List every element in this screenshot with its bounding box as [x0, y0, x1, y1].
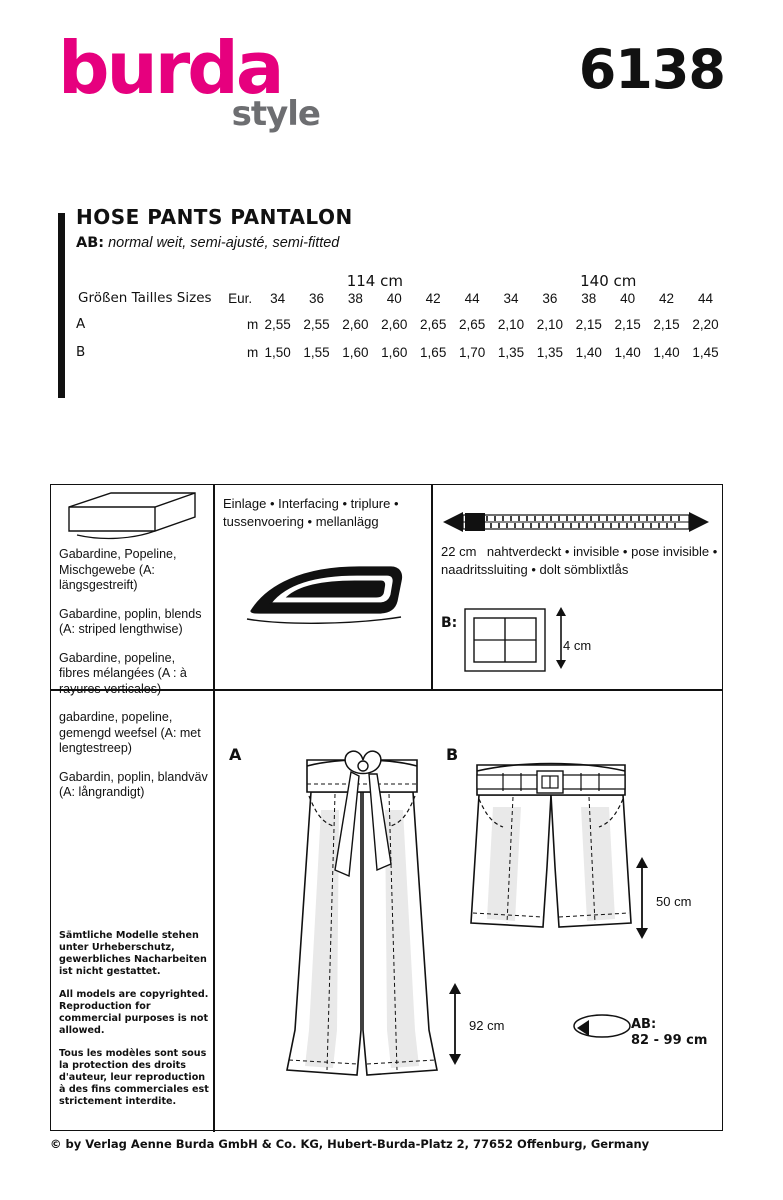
- zipper-length: 22 cm: [441, 544, 477, 559]
- waist-measure-icon: [571, 1010, 633, 1042]
- length-arrow-50-icon: [634, 857, 650, 939]
- divider: [213, 485, 215, 689]
- a-114-40: 2,60: [381, 316, 408, 332]
- table-row: [76, 310, 725, 338]
- a-114-34: 2,55: [264, 316, 291, 332]
- garment-illustration-a: [247, 730, 477, 1090]
- size-140-42: 42: [659, 290, 675, 306]
- a-114-38: 2,60: [342, 316, 369, 332]
- fabric-en: Gabardine, poplin, blends (A: striped lengthwise): [59, 606, 202, 636]
- belt-buckle-icon: [463, 607, 547, 673]
- interfacing-text: Einlage • Interfacing • triplure • tussenvoering • mellanlägg: [223, 496, 399, 529]
- b-140-38: 1,40: [575, 344, 602, 360]
- fabric-requirements-table: [76, 272, 725, 367]
- size-114-38: 38: [347, 290, 363, 306]
- ab-measure-label: [631, 1017, 707, 1049]
- size-114-36: 36: [309, 290, 325, 306]
- brand-name: burda: [58, 26, 282, 110]
- b-114-42: 1,65: [420, 344, 447, 360]
- belt-view-label: B:: [441, 615, 458, 631]
- size-140-36: 36: [542, 290, 558, 306]
- size-140-44: 44: [697, 290, 713, 306]
- b-114-34: 1,50: [264, 344, 291, 360]
- b-114-44: 1,70: [458, 344, 486, 360]
- footer-copyright: © by Verlag Aenne Burda GmbH & Co. KG, Hubert-Burda-Platz 2, 77652 Offenburg, Germany: [50, 1137, 650, 1151]
- title-description: normal weit, semi-ajusté, semi-fitted: [108, 235, 340, 251]
- row-label-b: B: [76, 344, 86, 360]
- b-140-36: 1,35: [536, 344, 563, 360]
- a-114-36: 2,55: [303, 316, 330, 332]
- pattern-number: 6138: [578, 38, 725, 101]
- copyright-de: Sämtliche Modelle stehen unter Urheberschutz, gewerbliches Nacharbeiten ist nicht gestattet.: [59, 930, 207, 977]
- title-code: AB:: [76, 235, 105, 251]
- length-dimension-50: 50 cm: [656, 894, 692, 909]
- ab-measure-value: 82 - 99 cm: [631, 1033, 708, 1048]
- size-140-34: 34: [503, 290, 519, 306]
- page-title: HOSE PANTS PANTALON: [76, 205, 353, 229]
- copyright-fr: Tous les modèles sont sous la protection des droits d'auteur, leur reproduction à des fins commerciales est strictement interdite.: [59, 1048, 209, 1107]
- b-140-40: 1,40: [614, 344, 641, 360]
- fabric-nl: gabardine, popeline, gemengd weefsel (A: met lengtestreep): [59, 710, 201, 755]
- b-140-42: 1,40: [653, 344, 680, 360]
- b-114-40: 1,60: [381, 344, 408, 360]
- a-140-42: 2,15: [653, 316, 680, 332]
- brand-style: style: [231, 94, 320, 134]
- a-114-44: 2,65: [458, 316, 486, 332]
- a-140-44: 2,20: [692, 316, 719, 332]
- size-114-44: 44: [464, 290, 480, 306]
- b-140-34: 1,35: [497, 344, 525, 360]
- size-114-34: 34: [270, 290, 286, 306]
- copyright-en: All models are copyrighted. Reproduction for commercial purposes is not allowed.: [59, 989, 209, 1036]
- a-140-36: 2,10: [536, 316, 563, 332]
- zipper-type-text: nahtverdeckt • invisible • pose invisible • naadritssluiting • dolt sömblixtlås: [441, 544, 718, 577]
- row-unit-a: m: [246, 316, 259, 332]
- divider: [213, 689, 215, 1132]
- b-114-38: 1,60: [342, 344, 369, 360]
- fabric-fr: Gabardine, popeline, fibres mélangées (A : à rayures verticales): [59, 650, 187, 696]
- size-140-40: 40: [620, 290, 636, 306]
- length-dimension-92: 92 cm: [469, 1018, 505, 1033]
- b-114-36: 1,55: [303, 344, 330, 360]
- row-unit-b: m: [246, 344, 259, 360]
- garment-illustration-b: [451, 747, 651, 957]
- size-label: Größen Tailles Sizes: [78, 290, 212, 306]
- size-114-42: 42: [425, 290, 441, 306]
- divider: [431, 485, 433, 689]
- table-size-header-row: [76, 290, 725, 310]
- brand-logo: [58, 26, 358, 142]
- zipper-info: [441, 543, 721, 579]
- view-b-label: B: [446, 745, 459, 764]
- view-a-label: A: [229, 745, 242, 764]
- belt-dimension: 4 cm: [563, 638, 592, 653]
- info-box: [50, 484, 723, 1131]
- title-accent-bar: [58, 213, 65, 398]
- zipper-icon: [441, 503, 711, 541]
- unit-label: Eur.: [228, 290, 253, 306]
- width-header-140: 140 cm: [580, 272, 637, 290]
- width-header-114: 114 cm: [346, 272, 403, 290]
- table-row: [76, 338, 725, 366]
- fabric-recommendations: [59, 547, 209, 814]
- row-label-a: A: [76, 316, 86, 332]
- a-140-40: 2,15: [614, 316, 641, 332]
- a-140-34: 2,10: [497, 316, 525, 332]
- b-140-44: 1,45: [692, 344, 719, 360]
- fabric-bolt-icon: [63, 491, 205, 543]
- ab-label-text: AB:: [631, 1017, 657, 1032]
- title-subtitle: [76, 235, 339, 251]
- copyright-notices: [59, 930, 211, 1119]
- table-width-header-row: [76, 272, 725, 290]
- size-140-38: 38: [581, 290, 597, 306]
- size-114-40: 40: [386, 290, 402, 306]
- fabric-de: Gabardine, Popeline, Mischgewebe (A: längsgestreift): [59, 547, 177, 592]
- iron-icon: [241, 555, 411, 635]
- a-140-38: 2,15: [575, 316, 602, 332]
- a-114-42: 2,65: [420, 316, 447, 332]
- length-arrow-92-icon: [447, 983, 463, 1065]
- fabric-sv: Gabardin, poplin, blandväv (A: långrandigt): [59, 769, 208, 799]
